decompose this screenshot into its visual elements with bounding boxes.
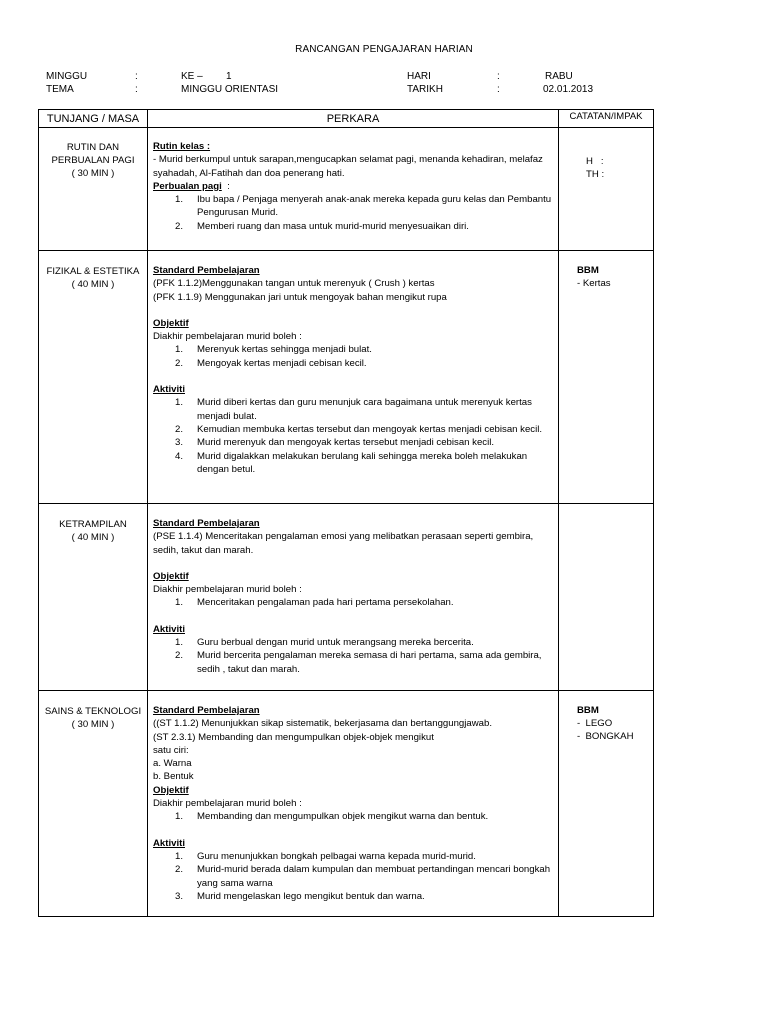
objektif-intro: Diakhir pembelajaran murid boleh : [153,798,302,810]
table-row [39,128,654,251]
rutin-text: - Murid berkumpul untuk sarapan,mengucapkan selamat pagi, menanda kehadiran, melafaz syahadah, Al-Fatihah dan doa penerang hati. [153,154,543,179]
col-header-perkara: PERKARA [148,110,559,128]
list-item: 2. Murid bercerita pengalaman mereka semasa di hari pertama, sama ada gembira, sedih , takut dan marah. [175,650,542,675]
list-item: 1. Membanding dan mengumpulkan objek mengikut warna dan bentuk. [175,811,489,823]
header-ke-value: 1 [226,71,232,82]
header-tema-colon: : [135,84,138,95]
numbered-list [153,596,554,609]
tunjang-line: RUTIN DAN [66,142,120,153]
table-row [39,251,654,504]
numbered-list [153,396,554,476]
bbm-item: - Kertas [577,278,611,289]
tunjang-line: ( 40 MIN ) [71,279,115,290]
perkara-cell [148,128,559,251]
perkara-cell [148,251,559,504]
catatan-line: TH : [586,169,605,180]
table-row [39,504,654,691]
header-minggu-label: MINGGU [46,71,88,82]
perkara-cell [148,504,559,691]
tunjang-line: ( 30 MIN ) [71,168,115,179]
tunjang-cell [39,504,148,691]
list-item: 4. Murid digalakkan melakukan berulang kali sehingga mereka boleh melakukan dengan betul. [175,450,528,475]
list-item: 1. Guru berbual dengan murid untuk merangsang mereka bercerita. [175,637,474,649]
section-heading: Objektif [153,784,189,796]
objektif-intro: Diakhir pembelajaran murid boleh : [153,584,302,596]
catatan-cell [559,691,654,917]
tunjang-cell [39,251,148,504]
standard-line: (PFK 1.1.9) Menggunakan jari untuk mengoyak bahan mengikut rupa [153,291,447,303]
lesson-plan-table [38,109,654,917]
list-item: 1. Murid diberi kertas dan guru menunjuk cara bagaimana untuk merenyuk kertas menjadi bulat. [175,397,532,422]
list-item: 1. Guru menunjukkan bongkah pelbagai warna kepada murid-murid. [175,850,476,862]
perkara-cell [148,691,559,917]
section-heading: Aktiviti [153,384,185,396]
list-item: 2. Murid-murid berada dalam kumpulan dan membuat pertandingan mencari bongkah yang sama warna [175,864,551,889]
catatan-cell [559,504,654,691]
list-item: 1. Menceritakan pengalaman pada hari pertama persekolahan. [175,597,454,609]
bbm-heading: BBM [577,705,599,716]
table-row [39,691,654,917]
tunjang-line: ( 40 MIN ) [71,532,115,543]
header-tarikh-value: 02.01.2013 [543,84,594,95]
catatan-line: H : [586,156,604,167]
col-header-tunjang: TUNJANG / MASA [39,110,148,128]
header-minggu-colon: : [135,71,138,82]
tunjang-line: ( 30 MIN ) [71,719,115,730]
section-heading: Standard Pembelajaran [153,518,260,529]
col-header-catatan: CATATAN/IMPAK [559,110,654,128]
catatan-cell [559,128,654,251]
numbered-list [153,343,554,370]
header-tema-value: MINGGU ORIENTASI [181,84,279,95]
section-heading: Rutin kelas : [153,141,211,152]
standard-line: b. Bentuk [153,771,194,783]
list-item: 2. Mengoyak kertas menjadi cebisan kecil. [175,357,367,369]
header-tarikh-label: TARIKH [407,84,443,95]
tunjang-line: SAINS & TEKNOLOGI [44,706,142,717]
numbered-list [153,810,554,823]
catatan-cell [559,251,654,504]
tunjang-cell [39,691,148,917]
list-item: 1. Merenyuk kertas sehingga menjadi bulat. [175,344,372,356]
standard-line: (PSE 1.1.4) Menceritakan pengalaman emosi yang melibatkan perasaan seperti gembira, sedih, takut dan marah. [153,531,534,556]
section-heading: Objektif [153,570,189,582]
objektif-intro: Diakhir pembelajaran murid boleh : [153,331,302,343]
bbm-item: - LEGO [577,718,613,729]
standard-line: (ST 2.3.1) Membanding dan mengumpulkan objek-objek mengikut [153,731,434,743]
list-item: 3. Murid mengelaskan lego mengikut bentuk dan warna. [175,890,425,902]
standard-line: a. Warna [153,758,192,770]
bbm-item: - BONGKAH [577,731,634,742]
numbered-list [153,850,554,903]
section-heading: Objektif [153,317,189,329]
standard-line: (PFK 1.1.2)Menggunakan tangan untuk merenyuk ( Crush ) kertas [153,278,435,290]
header-hari-colon: : [497,71,500,82]
list-item: 2. Memberi ruang dan masa untuk murid-murid menyesuaikan diri. [175,220,469,232]
list-item: 2. Kemudian membuka kertas tersebut dan mengoyak kertas menjadi cebisan kecil. [175,423,543,435]
section-heading: Aktiviti [153,837,185,849]
section-heading-line [153,180,554,193]
standard-line: ((ST 1.1.2) Menunjukkan sikap sistematik, bekerjasama dan bertanggungjawab. [153,718,492,730]
tunjang-line: PERBUALAN PAGI [51,155,135,166]
list-item: 3. Murid merenyuk dan mengoyak kertas tersebut menjadi cebisan kecil. [175,437,495,449]
section-heading: Aktiviti [153,623,185,635]
tunjang-line: KETRAMPILAN [59,519,127,530]
page-title: RANCANGAN PENGAJARAN HARIAN [295,44,473,55]
section-heading: Perbualan pagi [153,180,222,192]
bbm-heading: BBM [577,265,599,276]
section-heading: Standard Pembelajaran [153,265,260,276]
tunjang-cell [39,128,148,251]
header-hari-label: HARI [407,71,431,82]
header-tarikh-colon: : [497,84,500,95]
heading-colon: : [227,180,230,192]
numbered-list [153,636,554,676]
header-hari-value: RABU [545,71,573,82]
header-ke-label: KE – [181,71,203,82]
header-tema-label: TEMA [46,84,74,95]
numbered-list [153,193,554,233]
section-heading: Standard Pembelajaran [153,705,260,716]
list-item: 1. Ibu bapa / Penjaga menyerah anak-anak mereka kepada guru kelas dan Pembantu Pengurusan Murid. [175,194,552,219]
tunjang-line: FIZIKAL & ESTETIKA [46,266,140,277]
standard-line: satu ciri: [153,744,189,756]
table-header-row [39,110,654,128]
